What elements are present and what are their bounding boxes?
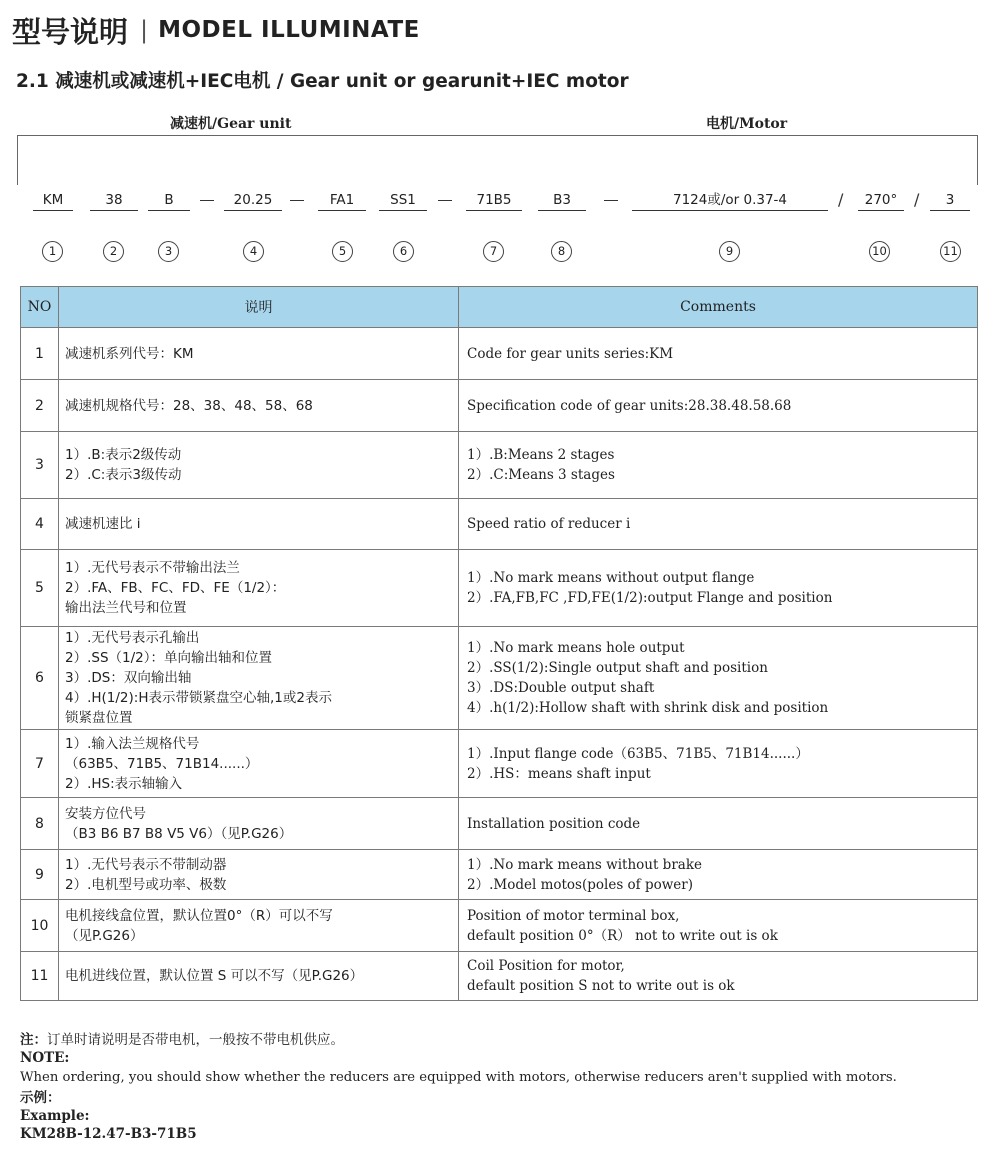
row-comment-en (459, 850, 978, 900)
description-line: 1）.B:表示2级传动 (65, 447, 182, 463)
description-line: 1）.无代号表示不带制动器 (65, 856, 227, 873)
row-description-cn (59, 499, 459, 550)
comment-line: Coil Position for motor, (467, 958, 625, 974)
title-separator: | (140, 16, 149, 44)
row-description-cn (59, 627, 459, 730)
header-no: NO (21, 287, 59, 328)
row-number: 9 (21, 850, 59, 900)
code-segment-stages: B (148, 191, 190, 211)
row-number: 11 (21, 952, 59, 1001)
circled-number-1: 1 (42, 241, 63, 262)
comment-line: Installation position code (467, 815, 641, 832)
table-row (21, 900, 978, 952)
code-segment-flange: FA1 (318, 191, 366, 211)
row-description-cn (59, 900, 459, 952)
comment-line: Specification code of gear units:28.38.48.58.68 (467, 397, 792, 414)
example-en-label: Example: (20, 1108, 90, 1124)
circled-number-7: 7 (483, 241, 504, 262)
comment-line: 1）.No mark means without brake (467, 856, 702, 873)
code-segment-shaft: SS1 (379, 191, 427, 211)
title-english: MODEL ILLUMINATE (158, 17, 420, 43)
description-line: 2）.HS:表示轴输入 (65, 775, 183, 792)
description-line: 2）.SS（1/2）：单向输出轴和位置 (65, 650, 272, 666)
comment-line: 1）.Input flange code（63B5、71B5、71B14......） (467, 745, 809, 762)
row-number: 2 (21, 380, 59, 432)
code-segment-terminal: 270° (858, 191, 904, 211)
circled-number-9: 9 (719, 241, 740, 262)
row-number: 4 (21, 499, 59, 550)
motor-label: 电机/Motor (706, 116, 788, 132)
row-comment-en (459, 432, 978, 499)
table-row (21, 328, 978, 380)
page-title (12, 10, 420, 50)
code-segment-motor: 7124或/or 0.37-4 (632, 191, 828, 211)
comment-line: 3）.DS:Double output shaft (467, 680, 655, 696)
description-line: 减速机速比 i (65, 516, 141, 532)
comment-line: 1）.No mark means without output flange (467, 570, 755, 586)
note-cn (20, 1030, 995, 1050)
model-spec-table (20, 286, 978, 1001)
circled-number-5: 5 (332, 241, 353, 262)
row-number: 8 (21, 798, 59, 850)
description-line: 4）.H(1/2):H表示带锁紧盘空心轴,1或2表示 (65, 690, 332, 706)
row-number: 3 (21, 432, 59, 499)
row-number: 6 (21, 627, 59, 730)
comment-line: default position S not to write out is ok (467, 978, 735, 994)
example-code: KM28B-12.47-B3-71B5 (20, 1126, 197, 1142)
description-line: 1）.无代号表示孔输出 (65, 630, 200, 646)
comment-line: Code for gear units series:KM (467, 345, 674, 362)
row-comment-en (459, 730, 978, 798)
description-line: 2）.电机型号或功率、极数 (65, 876, 227, 893)
description-line: （B3 B6 B7 B8 V5 V6）（见P.G26） (65, 825, 293, 842)
table-row (21, 850, 978, 900)
description-line: 2）.FA、FB、FC、FD、FE（1/2）： (65, 580, 286, 596)
comment-line: 1）.No mark means hole output (467, 640, 685, 656)
description-line: 减速机规格代号：28、38、48、58、68 (65, 397, 313, 414)
row-description-cn (59, 952, 459, 1001)
description-line: （63B5、71B5、71B14......） (65, 755, 259, 772)
code-slash: / (914, 190, 920, 209)
row-description-cn (59, 730, 459, 798)
row-description-cn (59, 328, 459, 380)
comment-line: Position of motor terminal box, (467, 907, 680, 924)
table-row (21, 952, 978, 1001)
comment-line: 2）.C:Means 3 stages (467, 467, 615, 483)
header-description: 说明 (59, 287, 459, 328)
circled-number-3: 3 (158, 241, 179, 262)
table-row (21, 730, 978, 798)
note-cn-label: 注： (20, 1032, 47, 1048)
circled-number-2: 2 (103, 241, 124, 262)
comment-line: 2）.SS(1/2):Single output shaft and position (467, 660, 768, 676)
row-comment-en (459, 627, 978, 730)
code-bracket (17, 135, 978, 185)
description-line: 锁紧盘位置 (65, 710, 133, 726)
row-comment-en (459, 952, 978, 1001)
circled-number-8: 8 (551, 241, 572, 262)
row-comment-en (459, 380, 978, 432)
description-line: 电机进线位置，默认位置 S 可以不写（见P.G26） (65, 968, 364, 984)
comment-line: Speed ratio of reducer i (467, 516, 631, 532)
row-description-cn (59, 850, 459, 900)
code-segment-ratio: 20.25 (224, 191, 282, 211)
description-line: 输出法兰代号和位置 (65, 600, 187, 616)
circled-number-11: 11 (940, 241, 961, 262)
code-dash (290, 200, 304, 201)
code-dash (438, 200, 452, 201)
comment-line: 2）.HS：means shaft input (467, 765, 651, 782)
table-row (21, 627, 978, 730)
row-comment-en (459, 900, 978, 952)
comment-line: 2）.Model motos(poles of power) (467, 876, 693, 893)
code-segment-cable: 3 (930, 191, 970, 211)
description-line: 电机接线盒位置，默认位置0°（R）可以不写 (65, 907, 333, 924)
comment-line: 2）.FA,FB,FC ,FD,FE(1/2):output Flange and position (467, 590, 833, 606)
circled-number-6: 6 (393, 241, 414, 262)
code-segment-input: 71B5 (466, 191, 522, 211)
table-header-row (21, 287, 978, 328)
row-number: 5 (21, 550, 59, 627)
section-subtitle: 2.1 减速机或减速机+IEC电机 / Gear unit or gearunit+IEC motor (16, 71, 629, 92)
description-line: 1）.无代号表示不带输出法兰 (65, 560, 240, 576)
description-line: 安装方位代号 (65, 805, 146, 822)
description-line: 3）.DS：双向输出轴 (65, 670, 192, 686)
header-comments: Comments (459, 287, 978, 328)
title-chinese: 型号说明 (12, 14, 129, 49)
circled-number-4: 4 (243, 241, 264, 262)
row-comment-en (459, 550, 978, 627)
code-segment-mounting: B3 (538, 191, 586, 211)
table-row (21, 380, 978, 432)
note-en-label: NOTE: (20, 1050, 70, 1066)
table-row (21, 550, 978, 627)
description-line: 2）.C:表示3级传动 (65, 467, 182, 483)
table-row (21, 798, 978, 850)
row-number: 1 (21, 328, 59, 380)
note-en-text: When ordering, you should show whether the reducers are equipped with motors, otherwise reducers aren't supplied with motors. (20, 1070, 897, 1085)
example-cn-label: 示例： (20, 1090, 61, 1106)
row-comment-en (459, 499, 978, 550)
comment-line: 4）.h(1/2):Hollow shaft with shrink disk and position (467, 700, 829, 716)
comment-line: 1）.B:Means 2 stages (467, 447, 615, 463)
row-number: 10 (21, 900, 59, 952)
row-description-cn (59, 380, 459, 432)
circled-number-10: 10 (869, 241, 890, 262)
row-description-cn (59, 550, 459, 627)
row-description-cn (59, 798, 459, 850)
row-number: 7 (21, 730, 59, 798)
comment-line: default position 0°（R） not to write out is ok (467, 927, 778, 944)
code-segment-series: KM (33, 191, 73, 211)
description-line: （见P.G26） (65, 927, 144, 944)
note-cn-text: 订单时请说明是否带电机，一般按不带电机供应。 (47, 1032, 344, 1048)
row-comment-en (459, 328, 978, 380)
code-dash (200, 200, 214, 201)
code-segment-size: 38 (90, 191, 138, 211)
notes-section (20, 1030, 995, 1143)
gear-unit-label: 减速机/Gear unit (170, 116, 292, 132)
table-row (21, 432, 978, 499)
row-description-cn (59, 432, 459, 499)
description-line: 减速机系列代号：KM (65, 345, 194, 362)
code-slash: / (838, 190, 844, 209)
code-dash (604, 200, 618, 201)
description-line: 1）.输入法兰规格代号 (65, 735, 200, 752)
row-comment-en (459, 798, 978, 850)
table-row (21, 499, 978, 550)
